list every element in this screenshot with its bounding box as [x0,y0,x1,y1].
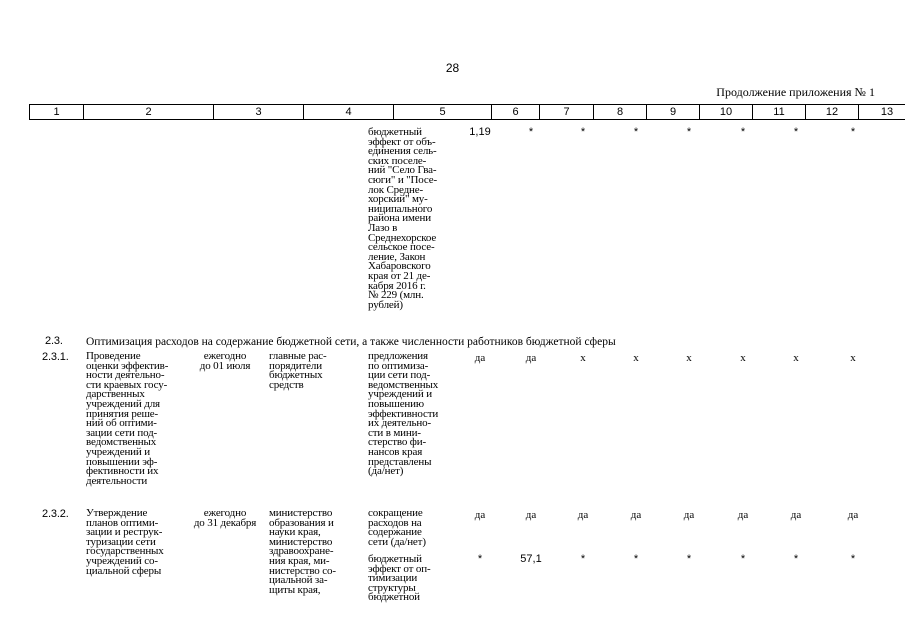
row232a-value-col11: да [737,509,749,521]
row232b-value-col11: * [740,553,746,565]
text-line: хорский" му- [368,193,428,206]
row232b-value-col12: * [793,553,799,565]
col-num: 5 [394,105,492,120]
text-line: бюджетный [368,553,422,565]
text-line: ежегодно [203,350,247,362]
row231-value-col10: х [686,352,692,364]
text-line: ниципального [368,202,433,215]
text-line: зации сети под- [86,426,158,439]
row232a-value-col13: да [847,509,859,521]
header-row-table [29,104,905,120]
text-line: рублей) [368,298,403,311]
row232-deadline [184,509,266,528]
row232a-value-col6: да [474,509,486,521]
text-line: № 229 (млн. [368,289,424,302]
row232a-value-col7: да [525,509,537,521]
text-line: структуры [368,581,416,594]
row1-value-col11: * [740,126,746,138]
row232a-value-col9: да [630,509,642,521]
text-line: учреждений и [368,388,432,401]
text-line: Утверждение [86,507,148,519]
col-num: 8 [594,105,647,120]
row232-activity [86,509,164,576]
text-line: Среднехорское [368,231,437,244]
text-line: ции сети под- [368,369,431,382]
row231-deadline [184,352,266,371]
text-line: ведомственных [86,436,157,449]
row232a-value-col8: да [577,509,589,521]
row231-value-col12: х [793,352,799,364]
text-line: щиты края, [269,583,321,596]
text-line: ний об оптими- [86,417,157,430]
text-line: эффективности [368,407,439,420]
row231-number: 2.3.1. [42,351,69,363]
page-number: 28 [445,61,460,75]
text-line: министерство [269,535,333,548]
text-line: сокращение [368,507,423,519]
text-line: единения сель- [368,145,437,158]
text-line: циальной сферы [86,564,162,577]
text-line: содержание [368,526,422,539]
section-number: 2.3. [45,335,63,347]
row231-value-col9: х [633,352,639,364]
row232b-value-col10: * [686,553,692,565]
text-line: образования и [269,516,334,529]
text-line: зации и реструк- [86,526,163,539]
section-title: Оптимизация расходов на содержание бюджетной сети, а также численности работников бюджетной сферы [86,336,616,348]
text-line: предложения [368,350,428,362]
row231-value-col8: х [580,352,586,364]
row1-value-col8: * [580,126,586,138]
text-line: туризации сети [86,535,156,548]
row1-value-col13: * [850,126,856,138]
text-line: их деятельно- [368,417,431,430]
text-line: государственных [86,545,164,558]
col-num: 10 [700,105,753,120]
row232b-value-col6: * [477,553,483,565]
text-line: сюги" и "Посе- [368,173,438,186]
row232-indicator-a [368,509,426,547]
row231-value-col7: да [525,352,537,364]
text-line: кабря 2016 г. [368,279,426,292]
row1-value-col10: * [686,126,692,138]
column-number-row [30,105,905,120]
row1-value-col9: * [633,126,639,138]
row1-value-col6: 1,19 [469,126,491,138]
text-line: повышению [368,397,424,410]
row232b-value-col13: * [850,553,856,565]
row232-responsible [269,509,336,595]
text-line: бюджетный [368,126,422,138]
row1-value-col7: * [528,126,534,138]
text-line: циальной за- [269,574,328,587]
text-line: тимизации [368,572,418,585]
row231-value-col6: да [474,352,486,364]
text-line: нистерство со- [269,564,336,577]
text-line: Хабаровского [368,260,431,273]
text-line: лок Средне- [368,183,424,196]
col-num: 11 [753,105,806,120]
text-line: до 31 декабря [193,516,257,529]
row1-indicator-text [368,128,437,310]
text-line: повышении эф- [86,455,158,468]
text-line: ежегодно [203,507,247,519]
text-line: ведомственных [368,378,439,391]
row231-activity [86,352,168,486]
text-line: бюджетных [269,369,323,382]
col-num: 12 [806,105,859,120]
text-line: ности деятельно- [86,369,165,382]
col-num: 3 [214,105,304,120]
col-num: 1 [30,105,84,120]
col-num: 7 [540,105,594,120]
row232b-value-col7: 57,1 [520,553,542,565]
text-line: сети (да/нет) [368,535,426,548]
text-line: нансов края [368,445,423,458]
text-line: эффект от оп- [368,562,431,575]
text-line: ление, Закон [368,250,426,263]
text-line: принятия реше- [86,407,159,420]
text-line: района имени [368,212,431,225]
text-line: расходов на [368,516,422,529]
text-line: ния края, ми- [269,554,330,567]
row232b-value-col9: * [633,553,639,565]
text-line: стерство фи- [368,436,427,449]
row1-value-col12: * [793,126,799,138]
row231-indicator [368,352,438,477]
row232b-value-col8: * [580,553,586,565]
row232a-value-col10: да [683,509,695,521]
text-line: ских поселе- [368,154,427,167]
text-line: учреждений для [86,397,160,410]
text-line: сельское посе- [368,241,435,254]
text-line: Лазо в [368,221,398,234]
text-line: главные рас- [269,350,327,362]
text-line: средств [269,378,304,391]
text-line: (да/нет) [368,465,404,478]
col-num: 13 [859,105,905,120]
text-line: фективности их [86,465,159,478]
row232a-value-col12: да [790,509,802,521]
text-line: министерство [269,507,333,519]
text-line: науки края, [269,526,321,539]
continuation-label: Продолжение приложения № 1 [716,85,875,99]
row232-indicator-b [368,555,431,603]
text-line: эффект от объ- [368,135,436,148]
text-line: по оптимиза- [368,359,429,372]
row232-number: 2.3.2. [42,508,69,520]
text-line: представлены [368,455,432,468]
text-line: края от 21 де- [368,269,431,282]
text-line: сти в мини- [368,426,421,439]
col-num: 6 [492,105,540,120]
row231-responsible [269,352,327,390]
text-line: здравоохране- [269,545,334,558]
text-line: ний "Село Гва- [368,164,437,177]
col-num: 2 [84,105,214,120]
text-line: дарственных [86,388,145,401]
text-line: планов оптими- [86,516,159,529]
text-line: учреждений и [86,445,150,458]
text-line: сти краевых госу- [86,378,168,391]
col-num: 4 [304,105,394,120]
text-line: до 01 июля [199,359,251,372]
text-line: деятельности [86,474,148,487]
text-line: бюджетной [368,591,420,604]
row231-value-col13: х [850,352,856,364]
text-line: порядители [269,359,322,372]
text-line: учреждений со- [86,554,158,567]
text-line: оценки эффектив- [86,359,169,372]
col-num: 9 [647,105,700,120]
row231-value-col11: х [740,352,746,364]
text-line: Проведение [86,350,141,362]
